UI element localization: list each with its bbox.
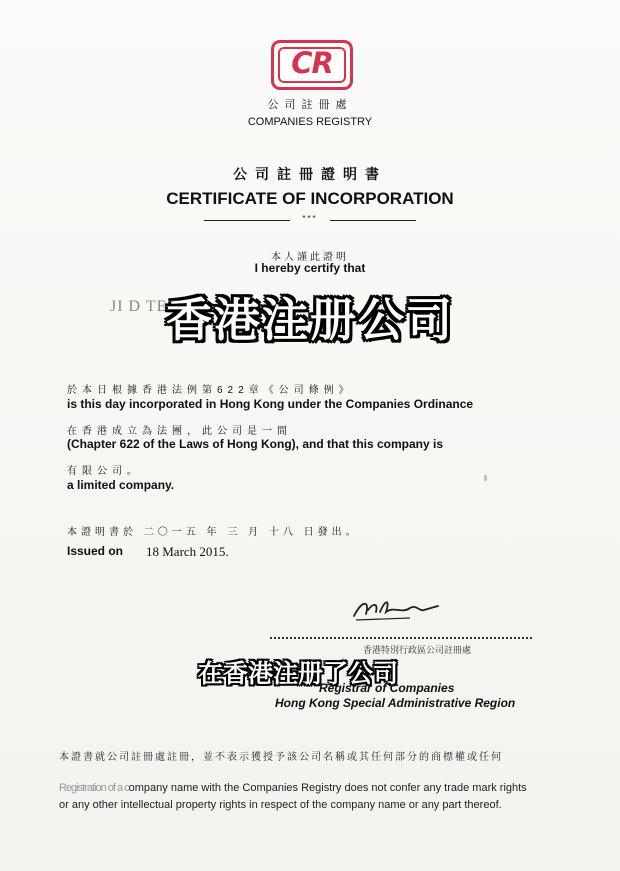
certificate-title-cn: 公司註冊證明書 (233, 166, 387, 182)
certify-cn: 本人謹此證明 (271, 252, 349, 263)
registry-name-en: COMPANIES REGISTRY (247, 116, 373, 128)
divider-stars: *** (302, 214, 318, 223)
ordinance-line-cn: 於本日根據香港法例第622章《公司條例》 (67, 385, 354, 396)
registrar-signature (350, 594, 442, 624)
disclaimer-en-blurred: Registration of a c (59, 782, 129, 794)
disclaimer-en-line1: ompany name with the Companies Registry does not confer any trade mark rights (128, 782, 527, 794)
companies-registry-logo (271, 40, 353, 90)
signature-dotted-line (270, 637, 532, 639)
certify-en: I hereby certify that (254, 261, 366, 275)
divider-right (330, 220, 416, 221)
issue-date: 18 March 2015. (146, 544, 229, 559)
disclaimer-cn: 本證書就公司註冊處註冊，並不表示獲授予該公司名稱或其任何部分的商標權或任何 (59, 752, 503, 763)
watermark-overlay-title: 香港注册公司 (166, 294, 454, 346)
divider-left (204, 220, 290, 221)
limited-line-cn: 有限公司。 (67, 466, 142, 477)
region-title-en: Hong Kong Special Administrative Region (275, 696, 516, 710)
chapter-line-cn: 在香港成立為法團，此公司是一間 (67, 426, 292, 437)
company-name-obscured: JI D TED (110, 298, 180, 315)
registrar-title-en: Registrar of Companies (319, 681, 455, 695)
paper-speck (484, 475, 487, 481)
registrar-title-cn: 香港特別行政區公司註冊處 (363, 645, 472, 655)
registry-name-cn: 公司註冊處 (267, 99, 353, 111)
logo-text: CR (291, 46, 333, 80)
disclaimer-en (59, 780, 589, 814)
issue-line-cn: 本證明書於 二〇一五 年 三 月 十八 日發出。 (67, 527, 360, 538)
certificate-title-en: CERTIFICATE OF INCORPORATION (166, 189, 454, 208)
ordinance-line-en: is this day incorporated in Hong Kong under the Companies Ordinance (67, 397, 474, 411)
issued-on-label: Issued on (67, 544, 124, 558)
disclaimer-en-line2: or any other intellectual property rights in respect of the company name or any part thereof. (59, 799, 502, 811)
watermark-overlay-caption: 在香港注册了公司 (198, 660, 399, 688)
limited-line-en: a limited company. (67, 478, 175, 492)
chapter-line-en: (Chapter 622 of the Laws of Hong Kong), and that this company is (67, 437, 444, 451)
